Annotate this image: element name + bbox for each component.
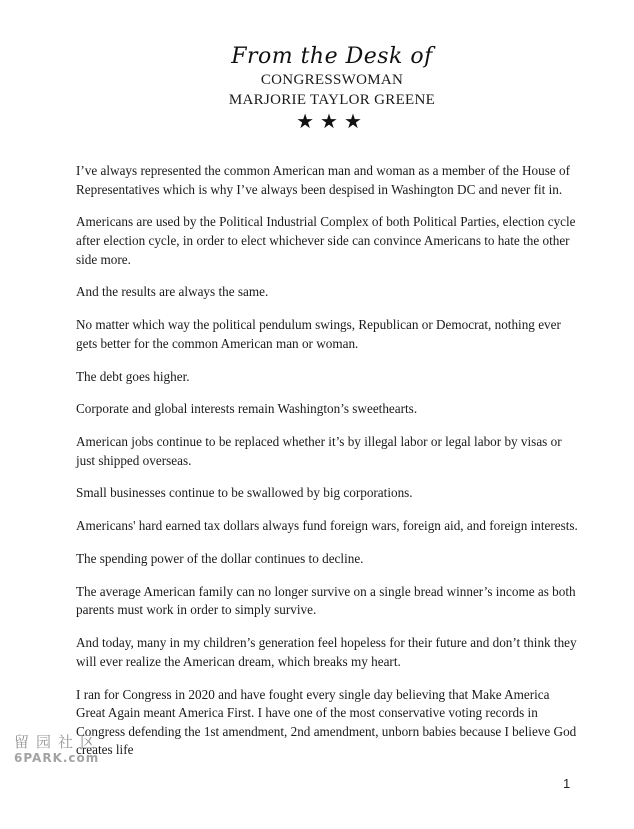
paragraph: The debt goes higher. [76,368,190,384]
paragraph: Americans' hard earned tax dollars always fund foreign wars, foreign aid, and foreign interests. [76,518,578,534]
paragraph: American jobs continue to be replaced whether it’s by illegal labor or legal labor by visas or just shipped overseas. [76,434,562,468]
paragraph: I ran for Congress in 2020 and have fought every single day believing that Make America Great Again meant America First. I have one of the most conservative voting records in Congress defending the 1st amendment, 2nd amendment, unborn babies because I believe God creates life [76,686,577,758]
paragraph: And the results are always the same. [76,284,269,300]
paragraph: Corporate and global interests remain Washington’s sweethearts. [76,401,418,417]
letter-body [76,162,578,774]
letterhead-name: MARJORIE TAYLOR GREENE [228,92,436,108]
paragraph: And today, many in my children’s generation feel hopeless for their future and don’t think they will ever realize the American dream, which breaks my heart. [76,635,577,669]
paragraph: I’ve always represented the common American man and woman as a member of the House of Representatives which is why I’ve always been despised in Washington DC and never fit in. [76,163,570,197]
letterhead-script-title: From the Desk of [231,44,433,69]
letterhead-office: CONGRESSWOMAN [260,72,404,88]
paragraph: The spending power of the dollar continues to decline. [76,551,364,566]
stars-icon: ★★★ [296,111,368,133]
watermark [14,733,102,765]
paragraph: Americans are used by the Political Industrial Complex of both Political Parties, election cycle after election cycle, in order to elect whichever side can convince Americans to hate the other side more. [76,214,576,267]
watermark-glyphs: 留园社区 [14,733,103,751]
paragraph: Small businesses continue to be swallowed by big corporations. [76,485,413,501]
paragraph: No matter which way the political pendulum swings, Republican or Democrat, nothing ever gets better for the common American man or woman. [76,317,561,351]
watermark-url: 6PARK.com [14,751,100,765]
paragraph: The average American family can no longer survive on a single bread winner’s income as both parents must work in order to simply survive. [76,583,576,618]
page-number: 1 [563,776,571,791]
letterhead [0,44,634,133]
